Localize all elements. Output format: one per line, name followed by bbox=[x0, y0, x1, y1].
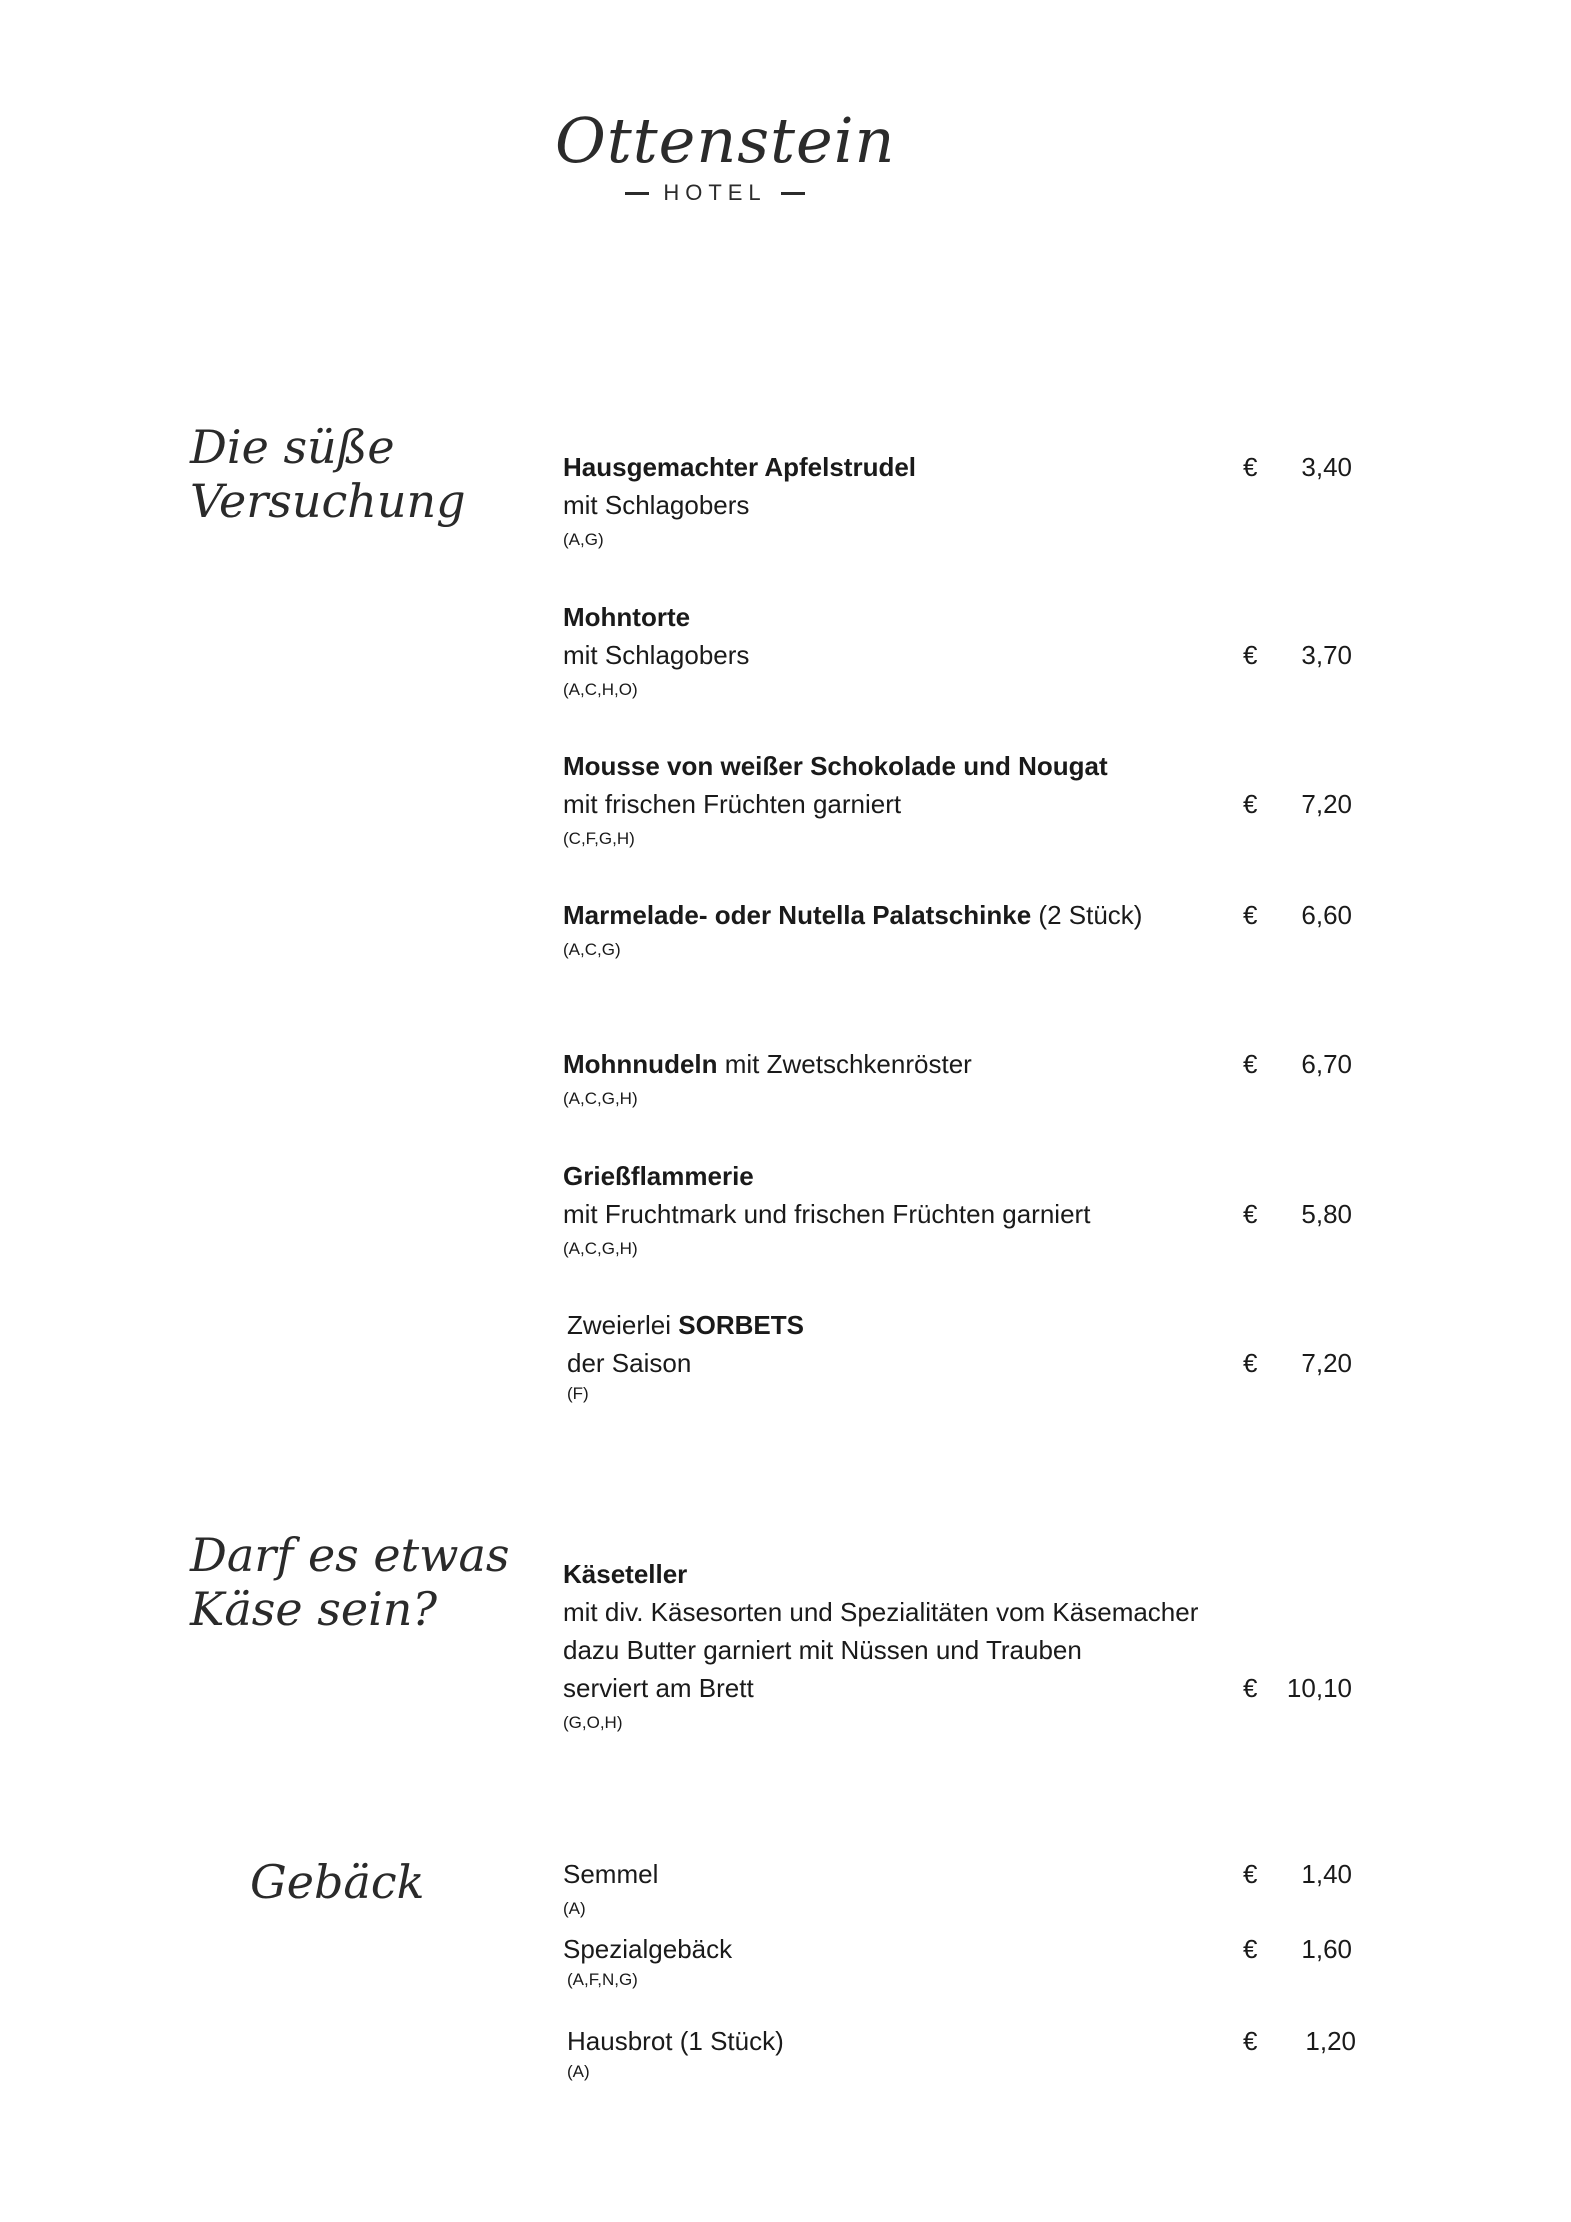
heading-line: Die süße bbox=[190, 420, 395, 474]
item-price: 5,80 bbox=[1301, 1199, 1352, 1229]
logo-dash-right bbox=[781, 192, 805, 195]
item-name: Käseteller bbox=[563, 1559, 688, 1589]
heading-line: Gebäck bbox=[250, 1855, 425, 1909]
item-name: Grießflammerie bbox=[563, 1161, 754, 1191]
item-price: 6,60 bbox=[1301, 900, 1352, 930]
item-allergens: (A) bbox=[567, 2062, 590, 2081]
item-price: 7,20 bbox=[1301, 789, 1352, 819]
item-description: dazu Butter garniert mit Nüssen und Trauben bbox=[563, 1635, 1082, 1665]
euro-sign: € bbox=[1243, 789, 1258, 819]
euro-sign: € bbox=[1243, 452, 1258, 482]
item-name: Semmel bbox=[563, 1859, 659, 1889]
euro-sign: € bbox=[1243, 2026, 1258, 2056]
item-description: serviert am Brett bbox=[563, 1673, 754, 1703]
item-description: mit frischen Früchten garniert bbox=[563, 789, 902, 819]
logo-name: Ottenstein bbox=[555, 104, 896, 177]
item-allergens: (A,C,G,H) bbox=[563, 1089, 638, 1108]
item-allergens: (A,C,G,H) bbox=[563, 1239, 638, 1258]
item-description: mit Fruchtmark und frischen Früchten garniert bbox=[563, 1199, 1091, 1229]
logo-dash-left bbox=[625, 192, 649, 195]
item-allergens: (A) bbox=[563, 1899, 586, 1918]
euro-sign: € bbox=[1243, 1934, 1258, 1964]
item-name: Mousse von weißer Schokolade und Nougat bbox=[563, 751, 1108, 781]
item-price: 7,20 bbox=[1301, 1348, 1352, 1378]
item-title-line bbox=[567, 1306, 1367, 1344]
item-allergens: (F) bbox=[567, 1384, 589, 1403]
item-price: 3,70 bbox=[1301, 640, 1352, 670]
heading-line: Darf es etwas bbox=[190, 1528, 510, 1582]
item-price: 10,10 bbox=[1286, 1673, 1352, 1703]
heading-line: Versuchung bbox=[190, 474, 466, 528]
section-heading-cheese bbox=[190, 1528, 510, 1636]
item-price: 6,70 bbox=[1301, 1049, 1352, 1079]
item-name: Mohnnudeln bbox=[563, 1049, 718, 1079]
item-name: Hausgemachter Apfelstrudel bbox=[563, 452, 917, 482]
section-heading-dessert bbox=[190, 420, 466, 528]
item-allergens: (A,C,G) bbox=[563, 940, 621, 959]
euro-sign: € bbox=[1243, 1049, 1258, 1079]
item-description: mit Schlagobers bbox=[563, 640, 750, 670]
hotel-logo bbox=[555, 104, 896, 206]
item-suffix: (2 Stück) bbox=[1038, 900, 1143, 930]
euro-sign: € bbox=[1243, 1348, 1258, 1378]
menu-item-kaeseteller bbox=[563, 1555, 1363, 1735]
euro-sign: € bbox=[1243, 900, 1258, 930]
item-price: 1,60 bbox=[1301, 1934, 1352, 1964]
item-prefix: Zweierlei bbox=[567, 1310, 672, 1340]
item-price: 1,20 bbox=[1305, 2026, 1356, 2056]
item-suffix: mit Zwetschkenröster bbox=[724, 1049, 972, 1079]
item-allergens: (A,G) bbox=[563, 530, 604, 549]
item-allergens: (G,O,H) bbox=[563, 1713, 623, 1732]
item-allergens: (C,F,G,H) bbox=[563, 829, 635, 848]
item-description: mit div. Käsesorten und Spezialitäten vom Käsemacher bbox=[563, 1597, 1199, 1627]
item-name: Spezialgebäck bbox=[563, 1934, 733, 1964]
item-price: 3,40 bbox=[1301, 452, 1352, 482]
euro-sign: € bbox=[1243, 1859, 1258, 1889]
euro-sign: € bbox=[1243, 1199, 1258, 1229]
logo-subtitle bbox=[555, 180, 875, 206]
heading-line: Käse sein? bbox=[190, 1582, 438, 1636]
logo-sub-word: HOTEL bbox=[663, 180, 767, 205]
item-allergens: (A,F,N,G) bbox=[567, 1970, 638, 1989]
item-name: Mohntorte bbox=[563, 602, 691, 632]
euro-sign: € bbox=[1243, 1673, 1258, 1703]
item-allergens: (A,C,H,O) bbox=[563, 680, 638, 699]
item-name: SORBETS bbox=[678, 1310, 804, 1340]
section-heading-bakery bbox=[250, 1855, 424, 1909]
item-name: Marmelade- oder Nutella Palatschinke bbox=[563, 900, 1032, 930]
euro-sign: € bbox=[1243, 640, 1258, 670]
item-description: der Saison bbox=[567, 1348, 692, 1378]
item-name: Hausbrot (1 Stück) bbox=[567, 2026, 784, 2056]
item-description: mit Schlagobers bbox=[563, 490, 750, 520]
item-price: 1,40 bbox=[1301, 1859, 1352, 1889]
